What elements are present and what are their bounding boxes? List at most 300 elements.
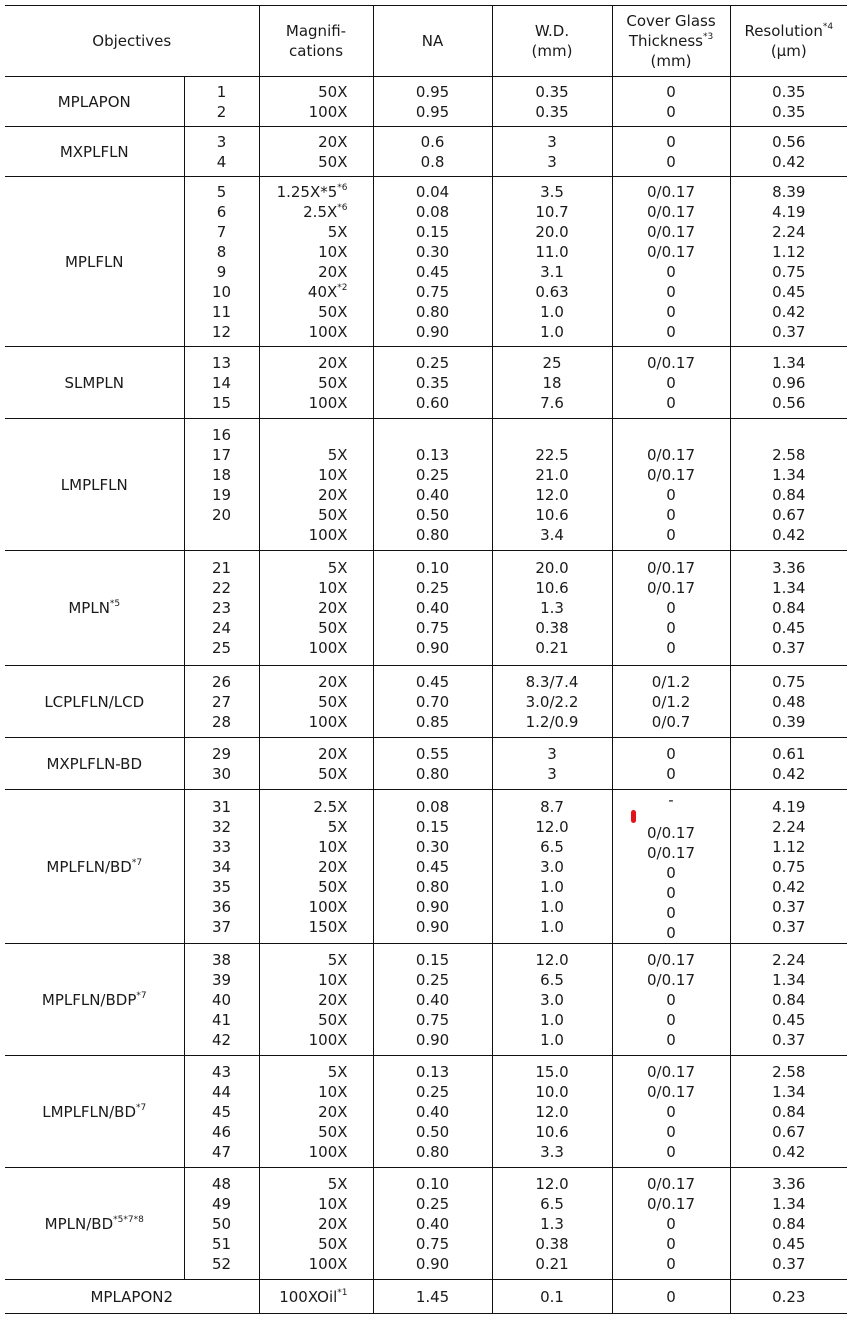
magnification: 20X [318,353,348,372]
magnification: 5X [327,1062,348,1081]
working-distance-cell [492,127,612,177]
numerical-aperture: 0.15 [415,817,450,836]
magnification: $40X^{*2}$ [307,282,348,301]
row-number: 46 [211,1122,232,1141]
row-number: 34 [211,857,232,876]
working-distance: 10.7 [535,202,569,221]
working-distance-cell [492,551,612,666]
resolution: 2.58 [772,445,806,464]
objective-name-text: SLMPLN [64,373,124,392]
row-number: 3 [216,132,227,151]
header-magnifications: Magnifi- cations [259,6,373,77]
numerical-aperture: 0.40 [415,599,450,617]
numerical-aperture-cell [373,1056,492,1168]
working-distance: 0.35 [535,102,569,121]
cover-glass-thickness: 0 [666,525,676,544]
resolution: 0.56 [772,393,806,412]
working-distance: 6.5 [540,1194,564,1213]
row-number: 36 [211,897,232,916]
row-number: 11 [211,302,232,321]
resolution: 0.67 [772,1122,806,1141]
numerical-aperture: 0.04 [415,182,450,201]
cover-glass-thickness: 0 [666,1102,676,1121]
row-number: 6 [216,202,227,221]
working-distance: 0.38 [535,619,569,637]
working-distance-cell [492,666,612,738]
cover-glass-thickness: 0/0.17 [647,950,696,969]
magnification-cell [259,177,373,347]
cover-glass-thickness: 0/0.17 [647,445,696,464]
row-number: 35 [211,877,232,896]
numerical-aperture: 0.25 [415,579,450,597]
row-number: 7 [216,222,227,241]
numerical-aperture: 0.80 [415,302,450,321]
objective-name-text: MPLAPON [57,92,131,111]
cover-glass-thickness-cell [612,944,730,1056]
magnification: 20X [318,262,348,281]
numerical-aperture: 0.15 [415,222,450,241]
working-distance-cell [492,77,612,127]
resolution: 2.24 [772,817,806,836]
resolution: 0.45 [772,1010,806,1029]
cover-glass-thickness: 0/0.17 [647,1194,696,1213]
numerical-aperture: 0.8 [420,152,445,171]
footnote-marker: *1 [337,1287,348,1298]
working-distance-cell [492,1168,612,1280]
magnification: 20X [318,672,348,691]
magnification-cell: 100XOil$^{*1}$ [259,1280,373,1314]
resolution: 0.48 [772,692,806,711]
objective-group-row [5,944,847,1056]
footnote-marker: *7 [131,857,143,868]
working-distance-cell [492,790,612,944]
row-number: 31 [211,797,232,816]
numerical-aperture: 0.50 [415,1122,450,1141]
magnification: 10X [318,579,348,597]
resolution: 0.61 [772,744,806,763]
magnification: 100X [308,1142,348,1161]
working-distance: 3 [547,152,557,171]
magnification: 20X [318,990,348,1009]
objective-group-row [5,77,847,127]
working-distance: 1.0 [540,917,564,936]
numerical-aperture: 0.30 [415,242,450,261]
row-number: 43 [211,1062,232,1081]
numerical-aperture: 0.80 [415,877,450,896]
cover-glass-thickness: 0/0.17 [647,559,696,577]
header-objectives: Objectives [5,6,259,77]
numerical-aperture: 0.15 [415,950,450,969]
row-number: 42 [211,1030,232,1049]
objective-group-row [5,177,847,347]
magnification: 10X [318,1082,348,1101]
numerical-aperture: 0.90 [415,1254,450,1273]
red-annotation-mark [631,810,636,823]
working-distance: 1.3 [540,1214,564,1233]
resolution-cell [730,1056,847,1168]
cover-glass-thickness: 0/0.17 [647,970,696,989]
objective-name: MPLAPON2 [5,1280,259,1314]
cover-glass-thickness: 0/1.2 [651,672,691,691]
row-number: 29 [211,744,232,763]
cover-glass-thickness: 0 [666,1214,676,1233]
cover-glass-thickness: 0 [666,282,676,301]
numerical-aperture: 0.25 [415,465,450,484]
magnification: 10X [318,837,348,856]
working-distance: 20.0 [535,559,569,577]
magnification: 20X [318,857,348,876]
cover-glass-thickness: 0/0.7 [651,712,691,731]
numerical-aperture: 0.10 [415,1174,450,1193]
magnification: 50X [318,505,348,524]
magnification: 20X [318,744,348,763]
resolution: 1.34 [772,970,806,989]
working-distance-cell [492,177,612,347]
resolution: 0.84 [772,1214,806,1233]
numerical-aperture-cell [373,347,492,419]
magnification: 5X [327,445,348,464]
cover-glass-thickness: 0 [666,322,676,341]
cover-glass-thickness: 0/0.17 [647,579,696,597]
resolution: 0.67 [772,505,806,524]
magnification: 100X [308,639,348,657]
cover-glass-thickness: 0 [666,990,676,1009]
working-distance: 12.0 [535,1102,569,1121]
resolution: 1.34 [772,465,806,484]
resolution: 0.37 [772,322,806,341]
resolution: 4.19 [772,202,806,221]
working-distance: 22.5 [535,445,569,464]
objective-name [5,127,184,177]
cover-glass-thickness: 0 [666,904,676,922]
numerical-aperture: 0.75 [415,1234,450,1253]
working-distance: 1.0 [540,1010,564,1029]
row-number: 10 [211,282,232,301]
resolution-cell [730,347,847,419]
resolution: 0.75 [772,857,806,876]
magnification: 150X [308,917,348,936]
row-number-cell [184,666,259,738]
row-number: 40 [211,990,232,1009]
numerical-aperture: 0.90 [415,897,450,916]
magnification: 100X [308,525,348,544]
cover-glass-thickness: 0 [666,1010,676,1029]
resolution: 8.39 [772,182,806,201]
row-number: 49 [211,1194,232,1213]
working-distance: 0.35 [535,82,569,101]
cover-glass-thickness: 0 [666,1142,676,1161]
row-number-cell [184,347,259,419]
row-number: 23 [211,599,232,617]
resolution-cell [730,944,847,1056]
numerical-aperture: 0.90 [415,1030,450,1049]
magnification-cell [259,738,373,790]
row-number-cell [184,790,259,944]
magnification-cell [259,1056,373,1168]
resolution: 0.56 [772,132,806,151]
numerical-aperture-cell [373,177,492,347]
cover-glass-thickness: 0/0.17 [647,824,696,842]
resolution: 0.75 [772,262,806,281]
resolution-cell [730,738,847,790]
working-distance: 12.0 [535,485,569,504]
working-distance: 10.6 [535,505,569,524]
row-number: 32 [211,817,232,836]
cover-glass-thickness: 0 [666,1254,676,1273]
resolution: 0.42 [772,877,806,896]
magnification: 50X [318,152,348,171]
row-number: 47 [211,1142,232,1161]
numerical-aperture: 0.25 [415,1082,450,1101]
working-distance: 10.0 [535,1082,569,1101]
objective-name [5,944,184,1056]
numerical-aperture: 0.95 [415,82,450,101]
resolution: 2.58 [772,1062,806,1081]
magnification: 50X [318,82,348,101]
numerical-aperture: 0.50 [415,505,450,524]
footnote-marker: *6 [337,202,348,213]
row-number: 8 [216,242,227,261]
numerical-aperture-cell [373,944,492,1056]
numerical-aperture: 0.80 [415,1142,450,1161]
magnification: 20X [318,1102,348,1121]
resolution: 0.37 [772,1030,806,1049]
resolution: 0.42 [772,152,806,171]
cover-glass-thickness: 0/1.2 [651,692,691,711]
row-number: 22 [211,579,232,597]
cover-glass-thickness: 0/0.17 [647,353,696,372]
objective-group-row [5,738,847,790]
cover-glass-thickness-cell [612,127,730,177]
magnification: 5X [327,950,348,969]
objective-name [5,790,184,944]
working-distance-cell [492,1056,612,1168]
row-number: 28 [211,712,232,731]
resolution: 0.84 [772,599,806,617]
working-distance: 1.0 [540,322,564,341]
numerical-aperture: 0.80 [415,764,450,783]
resolution: 4.19 [772,797,806,816]
magnification: 100X [308,1030,348,1049]
numerical-aperture-cell [373,551,492,666]
numerical-aperture: 0.40 [415,485,450,504]
resolution: 3.36 [772,559,806,577]
working-distance: 20.0 [535,222,569,241]
magnification: 5X [327,559,348,577]
objective-name [5,77,184,127]
resolution: 0.35 [772,82,806,101]
cover-glass-thickness: 0 [666,924,676,942]
row-number-cell [184,77,259,127]
numerical-aperture: 0.13 [415,445,450,464]
row-number: 50 [211,1214,232,1233]
row-number: 41 [211,1010,232,1029]
numerical-aperture: 0.75 [415,282,450,301]
resolution: 3.36 [772,1174,806,1193]
numerical-aperture-cell [373,1168,492,1280]
resolution-cell [730,551,847,666]
resolution-cell [730,77,847,127]
magnification: 50X [318,692,348,711]
working-distance: 3.0/2.2 [525,692,579,711]
working-distance: 3.5 [540,182,564,201]
working-distance: 3 [547,132,557,151]
row-number-cell [184,127,259,177]
numerical-aperture: 0.40 [415,1214,450,1233]
magnification: 50X [318,619,348,637]
row-number: 27 [211,692,232,711]
numerical-aperture: 0.25 [415,353,450,372]
numerical-aperture: 0.10 [415,559,450,577]
objectives-spec-table [5,5,847,1314]
numerical-aperture: 0.45 [415,672,450,691]
cover-glass-thickness-cell [612,347,730,419]
cover-glass-thickness: 0/0.17 [647,1174,696,1193]
working-distance: 1.0 [540,302,564,321]
cover-glass-thickness-cell: 0 [612,1280,730,1314]
cover-glass-thickness: 0/0.17 [647,1082,696,1101]
resolution: 0.37 [772,1254,806,1273]
footnote-marker: *3 [702,32,714,42]
objective-group-row [5,1280,847,1314]
cover-glass-thickness-cell [612,77,730,127]
cover-glass-thickness: 0 [666,262,676,281]
magnification: 50X [318,1010,348,1029]
row-number: 37 [211,917,232,936]
magnification: 100X [308,393,348,412]
magnification-cell [259,419,373,551]
resolution: 1.34 [772,1082,806,1101]
magnification: 10X [318,465,348,484]
working-distance: 3 [547,744,557,763]
magnification-cell [259,127,373,177]
working-distance: 7.6 [540,393,564,412]
resolution: 0.42 [772,525,806,544]
cover-glass-thickness: 0 [666,599,676,617]
objective-group-row [5,551,847,666]
resolution: 0.42 [772,1142,806,1161]
magnification: 100X [308,712,348,731]
numerical-aperture: 0.85 [415,712,450,731]
resolution-cell [730,666,847,738]
magnification: 2.5X [313,797,348,816]
cover-glass-thickness-cell [612,1168,730,1280]
objective-name-text: MXPLFLN-BD [46,754,143,773]
row-number: 21 [211,559,232,577]
cover-glass-thickness-cell [612,666,730,738]
footnote-marker: *6 [337,182,348,193]
cover-glass-thickness: 0 [666,132,676,151]
resolution: 0.37 [772,639,806,657]
resolution: 0.35 [772,102,806,121]
working-distance: 0.38 [535,1234,569,1253]
magnification: 50X [318,1122,348,1141]
working-distance: 6.5 [540,837,564,856]
header-resolution: Resolution$^{*4}$ (µm) [730,6,847,77]
cover-glass-thickness: - [613,790,730,823]
resolution: 2.24 [772,950,806,969]
numerical-aperture: 0.45 [415,262,450,281]
cover-glass-thickness: 0 [666,884,676,902]
objective-group-row [5,1056,847,1168]
numerical-aperture-cell [373,666,492,738]
row-number: 13 [211,353,232,372]
cover-glass-thickness: 0 [666,744,676,763]
working-distance: 6.5 [540,970,564,989]
working-distance: 12.0 [535,950,569,969]
numerical-aperture: 0.55 [415,744,450,763]
magnification-cell [259,347,373,419]
cover-glass-thickness: 0 [666,102,676,121]
magnification: 10X [318,970,348,989]
numerical-aperture: 0.08 [415,202,450,221]
row-number: 18 [211,465,232,484]
resolution: 0.84 [772,990,806,1009]
numerical-aperture: 0.90 [415,639,450,657]
row-number: 5 [216,182,227,201]
header-na: NA [373,6,492,77]
magnification: 20X [318,132,348,151]
magnification: 1.25X*5$^{*6}$ [276,182,348,201]
footnote-marker: *5 [109,599,121,609]
cover-glass-thickness: 0 [666,1234,676,1253]
row-number: 20 [211,505,232,524]
numerical-aperture: 0.40 [415,990,450,1009]
row-number: 39 [211,970,232,989]
footnote-marker: *4 [822,22,834,32]
row-number: 24 [211,619,232,637]
row-number-cell [184,738,259,790]
objective-group-row [5,419,847,551]
resolution: 0.37 [772,897,806,916]
objective-name-text: MPLN/BD [44,1214,114,1233]
row-number: 25 [211,639,232,657]
resolution: 1.34 [772,353,806,372]
resolution: 0.84 [772,1102,806,1121]
resolution: 0.45 [772,282,806,301]
objective-name [5,738,184,790]
working-distance: 3.0 [540,857,564,876]
magnification: 50X [318,764,348,783]
footnote-marker: *7 [136,990,147,1001]
resolution: 0.45 [772,1234,806,1253]
working-distance: 11.0 [535,242,569,261]
objective-name [5,666,184,738]
resolution: 1.12 [772,837,806,856]
magnification-cell [259,666,373,738]
numerical-aperture: 0.25 [415,970,450,989]
working-distance: 1.0 [540,1030,564,1049]
row-number: 2 [216,102,227,121]
cover-glass-thickness: 0 [666,639,676,657]
numerical-aperture-cell [373,77,492,127]
resolution: 0.42 [772,302,806,321]
working-distance: 0.21 [535,1254,569,1273]
magnification-cell [259,1168,373,1280]
resolution: 0.84 [772,485,806,504]
footnote-marker: *2 [337,282,348,293]
objective-group-row [5,127,847,177]
numerical-aperture: 0.30 [415,837,450,856]
cover-glass-thickness: 0 [666,485,676,504]
row-number: 4 [216,152,227,171]
row-number: 45 [211,1102,232,1121]
magnification: 50X [318,877,348,896]
row-number-cell [184,944,259,1056]
magnification-cell [259,944,373,1056]
numerical-aperture: 0.35 [415,373,450,392]
magnification: 10X [318,242,348,261]
